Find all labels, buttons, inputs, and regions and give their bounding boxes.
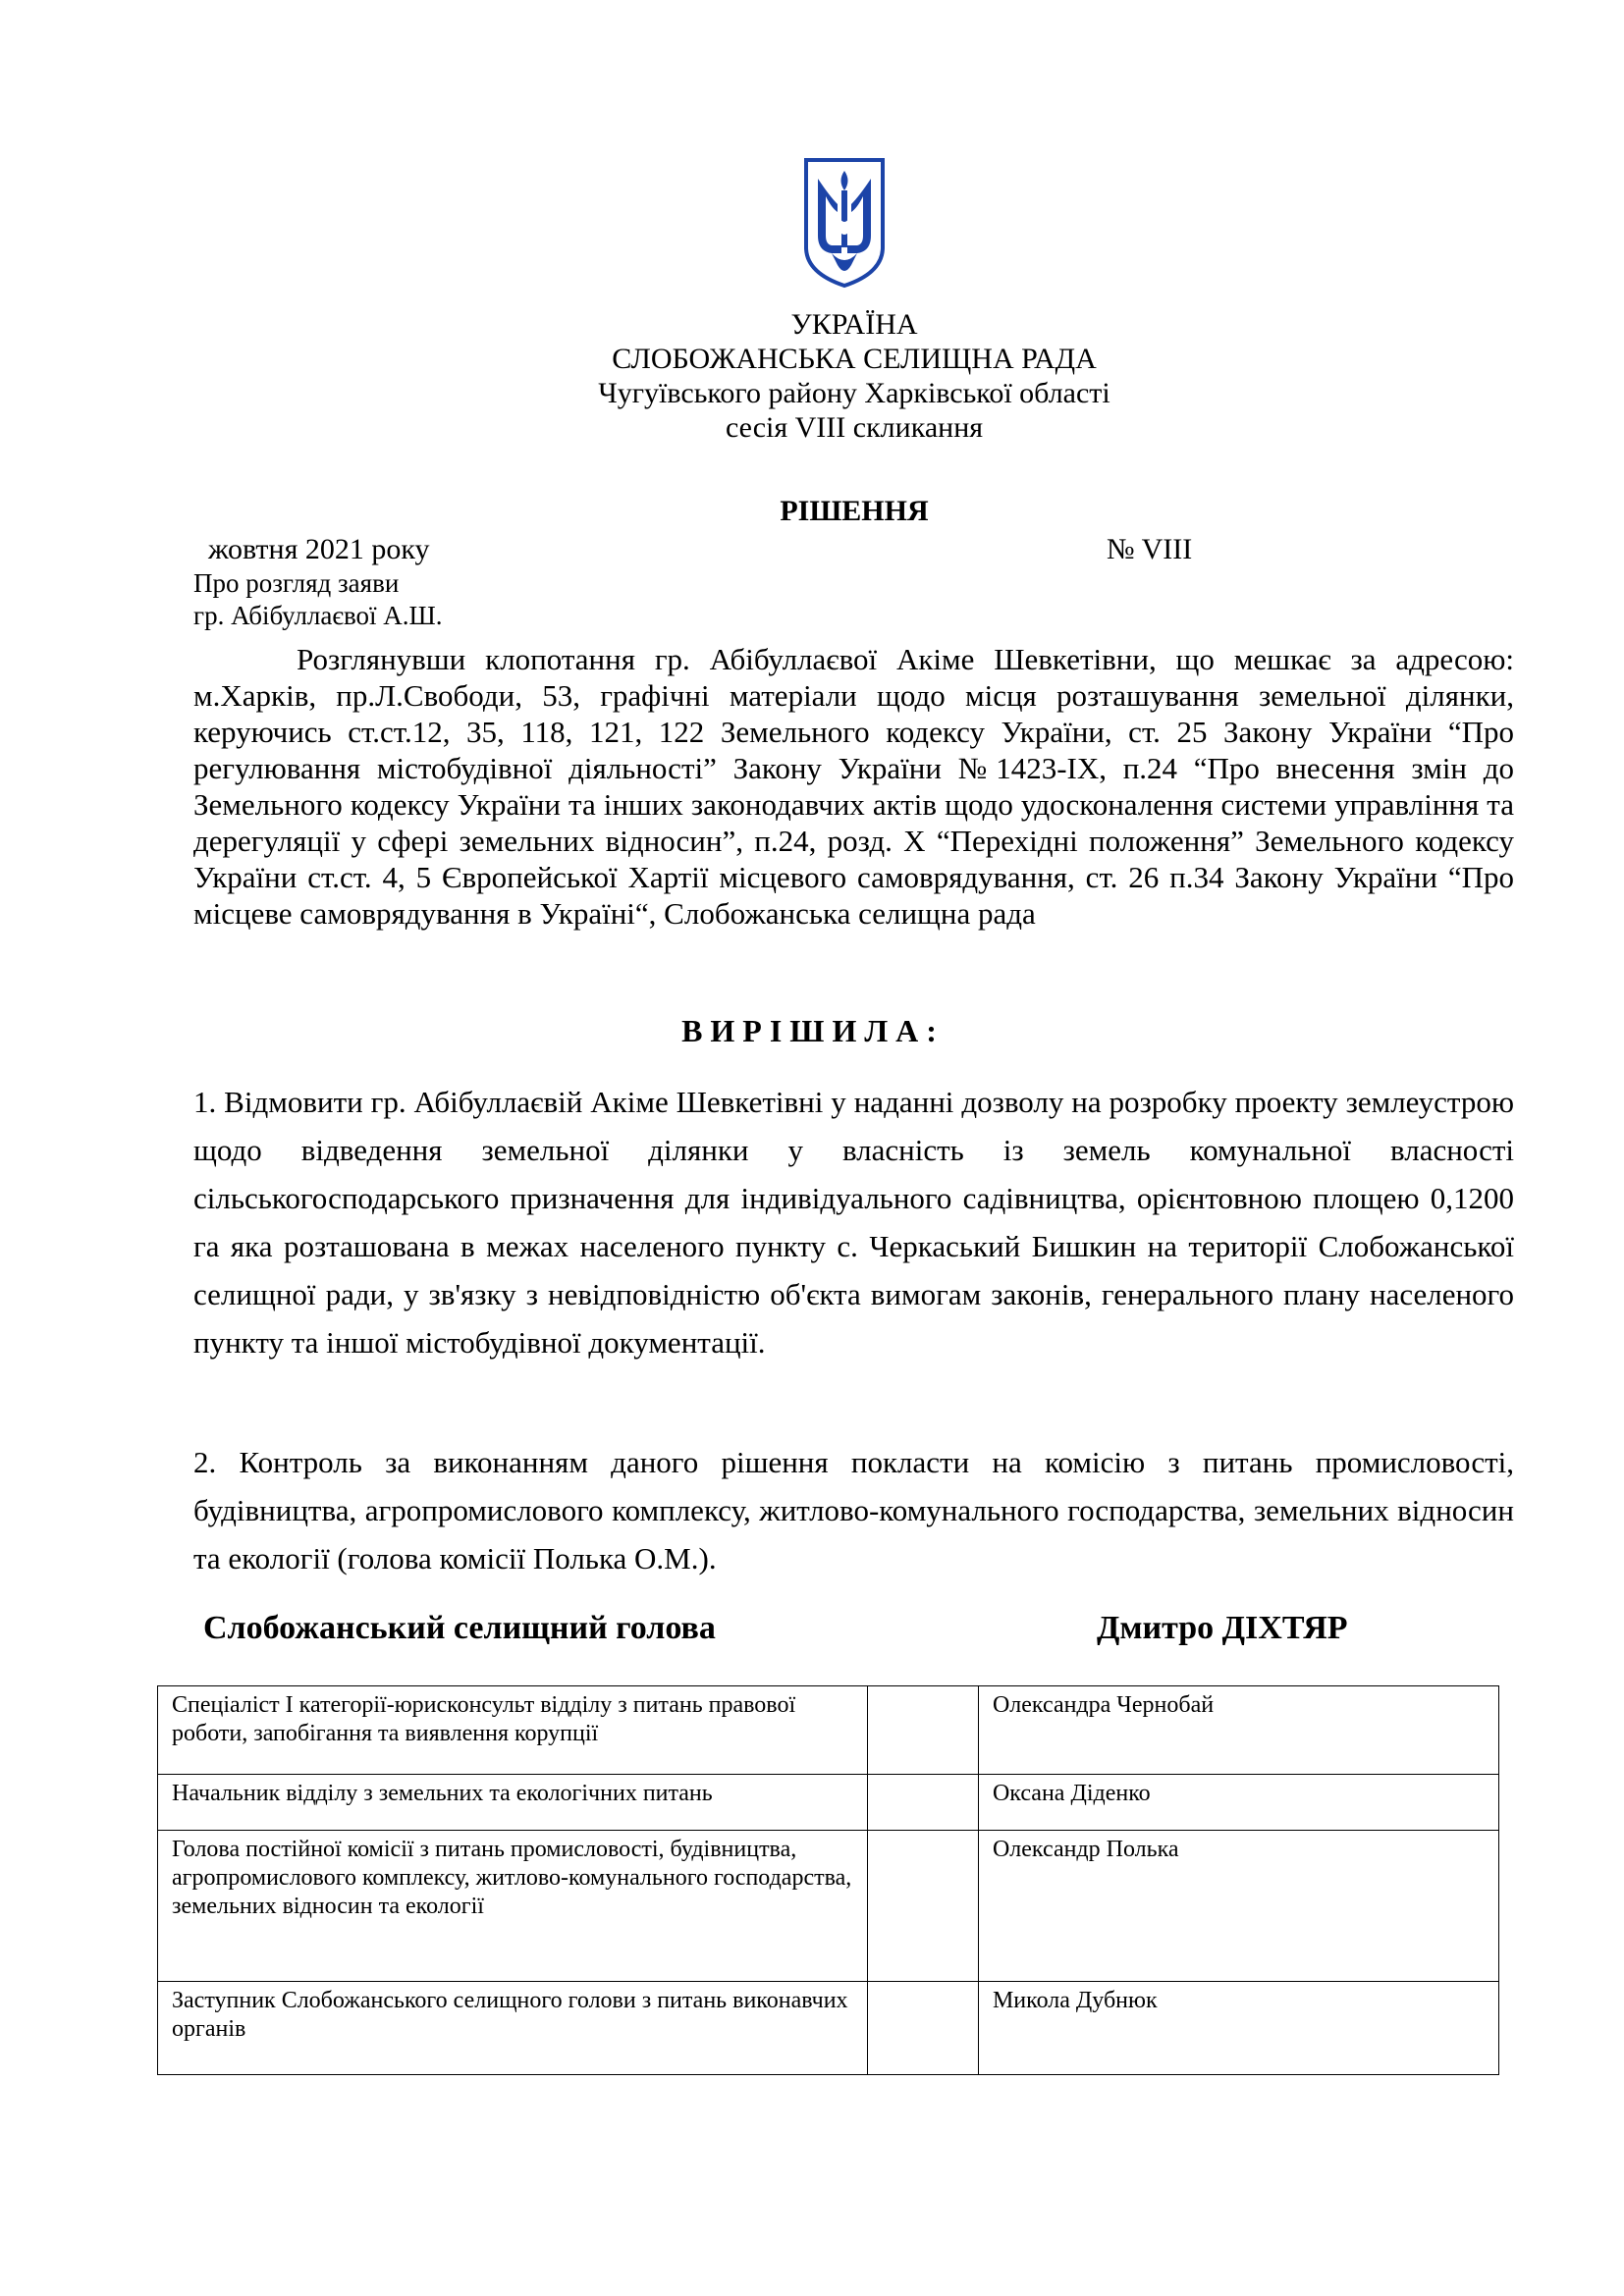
approver-name: Олександра Чернобай xyxy=(978,1686,1498,1775)
decision-subject xyxy=(193,567,443,632)
document-title: РІШЕННЯ xyxy=(780,495,929,527)
approver-position: Голова постійної комісії з питань промисловості, будівництва, агропромислового комплексу, житлово-комунального господарства, земельних відносин та екології xyxy=(158,1831,868,1982)
approver-name: Олександр Полька xyxy=(978,1831,1498,1982)
table-row xyxy=(158,1686,1499,1775)
approver-signature-cell xyxy=(868,1775,979,1831)
preamble-paragraph: Розглянувши клопотання гр. Абібуллаєвої Акіме Шевкетівни, що мешкає за адресою: м.Харків, пр.Л.Свободи, 53, графічні матеріали щодо місця розташування земельної ділянки, керуючись ст.ст.12, 35, 118, 121, 122 Земельного кодексу України, ст. 25 Закону України “Про регулювання містобудівної діяльності” Закону України №1423-IX, п.24 “Про внесення змін до Земельного кодексу України та інших законодавчих актів щодо удосконалення системи управління та дерегуляції у сфері земельних відносин”, п.24, розд. X “Перехідні положення” Земельного кодексу України ст.ст. 4, 5 Європейської Хартії місцевого самоврядування, ст. 26 п.34 Закону України “Про місцеве самоврядування в Україні“, Слобожанська селищна рада xyxy=(193,642,1514,931)
subject-line: Про розгляд заяви xyxy=(193,568,400,598)
decision-item: 1. Відмовити гр. Абібуллаєвій Акіме Шевкетівні у наданні дозволу на розробку проекту землеустрою щодо відведення земельної ділянки у власність із земель комунальної власності сільськогосподарського призначення для індивідуального садівництва, орієнтовною площею 0,1200 га яка розташована в межах населеного пункту с. Черкаський Бишкин на території Слобожанської селищної ради, у зв'язку з невідповідністю об'єкта вимогам законів, генерального плану населеного пункту та іншої містобудівної документації. xyxy=(193,1085,1514,1360)
trident-emblem-icon xyxy=(802,157,887,289)
approver-name: Микола Дубнюк xyxy=(978,1982,1498,2075)
country-name: УКРАЇНА xyxy=(790,308,918,341)
decision-date: жовтня 2021 року xyxy=(208,533,430,565)
approver-position: Спеціаліст I категорії-юрисконсульт відділу з питань правової роботи, запобігання та виявлення корупції xyxy=(158,1686,868,1775)
region-name: Чугуївського району Харківської області xyxy=(598,377,1110,409)
document-header xyxy=(0,307,1624,445)
table-row xyxy=(158,1831,1499,1982)
approver-signature-cell xyxy=(868,1686,979,1775)
subject-line: гр. Абібуллаєвої А.Ш. xyxy=(193,601,443,630)
approver-position: Заступник Слобожанського селищного голови з питань виконавчих органів xyxy=(158,1982,868,2075)
approver-signature-cell xyxy=(868,1831,979,1982)
council-name: СЛОБОЖАНСЬКА СЕЛИЩНА РАДА xyxy=(612,343,1097,375)
decision-number: № VIII xyxy=(1107,533,1193,565)
decided-heading: В И Р І Ш И Л А : xyxy=(681,1013,937,1048)
decision-item: 2. Контроль за виконанням даного рішення покласти на комісію з питань промисловості, будівництва, агропромислового комплексу, житлово-комунального господарства, земельних відносин та екології (голова комісії Полька О.М.). xyxy=(193,1445,1514,1575)
approver-name: Оксана Діденко xyxy=(978,1775,1498,1831)
approver-signature-cell xyxy=(868,1982,979,2075)
table-row xyxy=(158,1982,1499,2075)
signatory-position: Слобожанський селищний голова xyxy=(203,1610,716,1646)
session-label: сесія VIII скликання xyxy=(725,411,984,444)
approvals-table xyxy=(157,1685,1499,2075)
signatory-name: Дмитро ДІХТЯР xyxy=(1097,1610,1348,1646)
approver-position: Начальник відділу з земельних та екологічних питань xyxy=(158,1775,868,1831)
table-row xyxy=(158,1775,1499,1831)
